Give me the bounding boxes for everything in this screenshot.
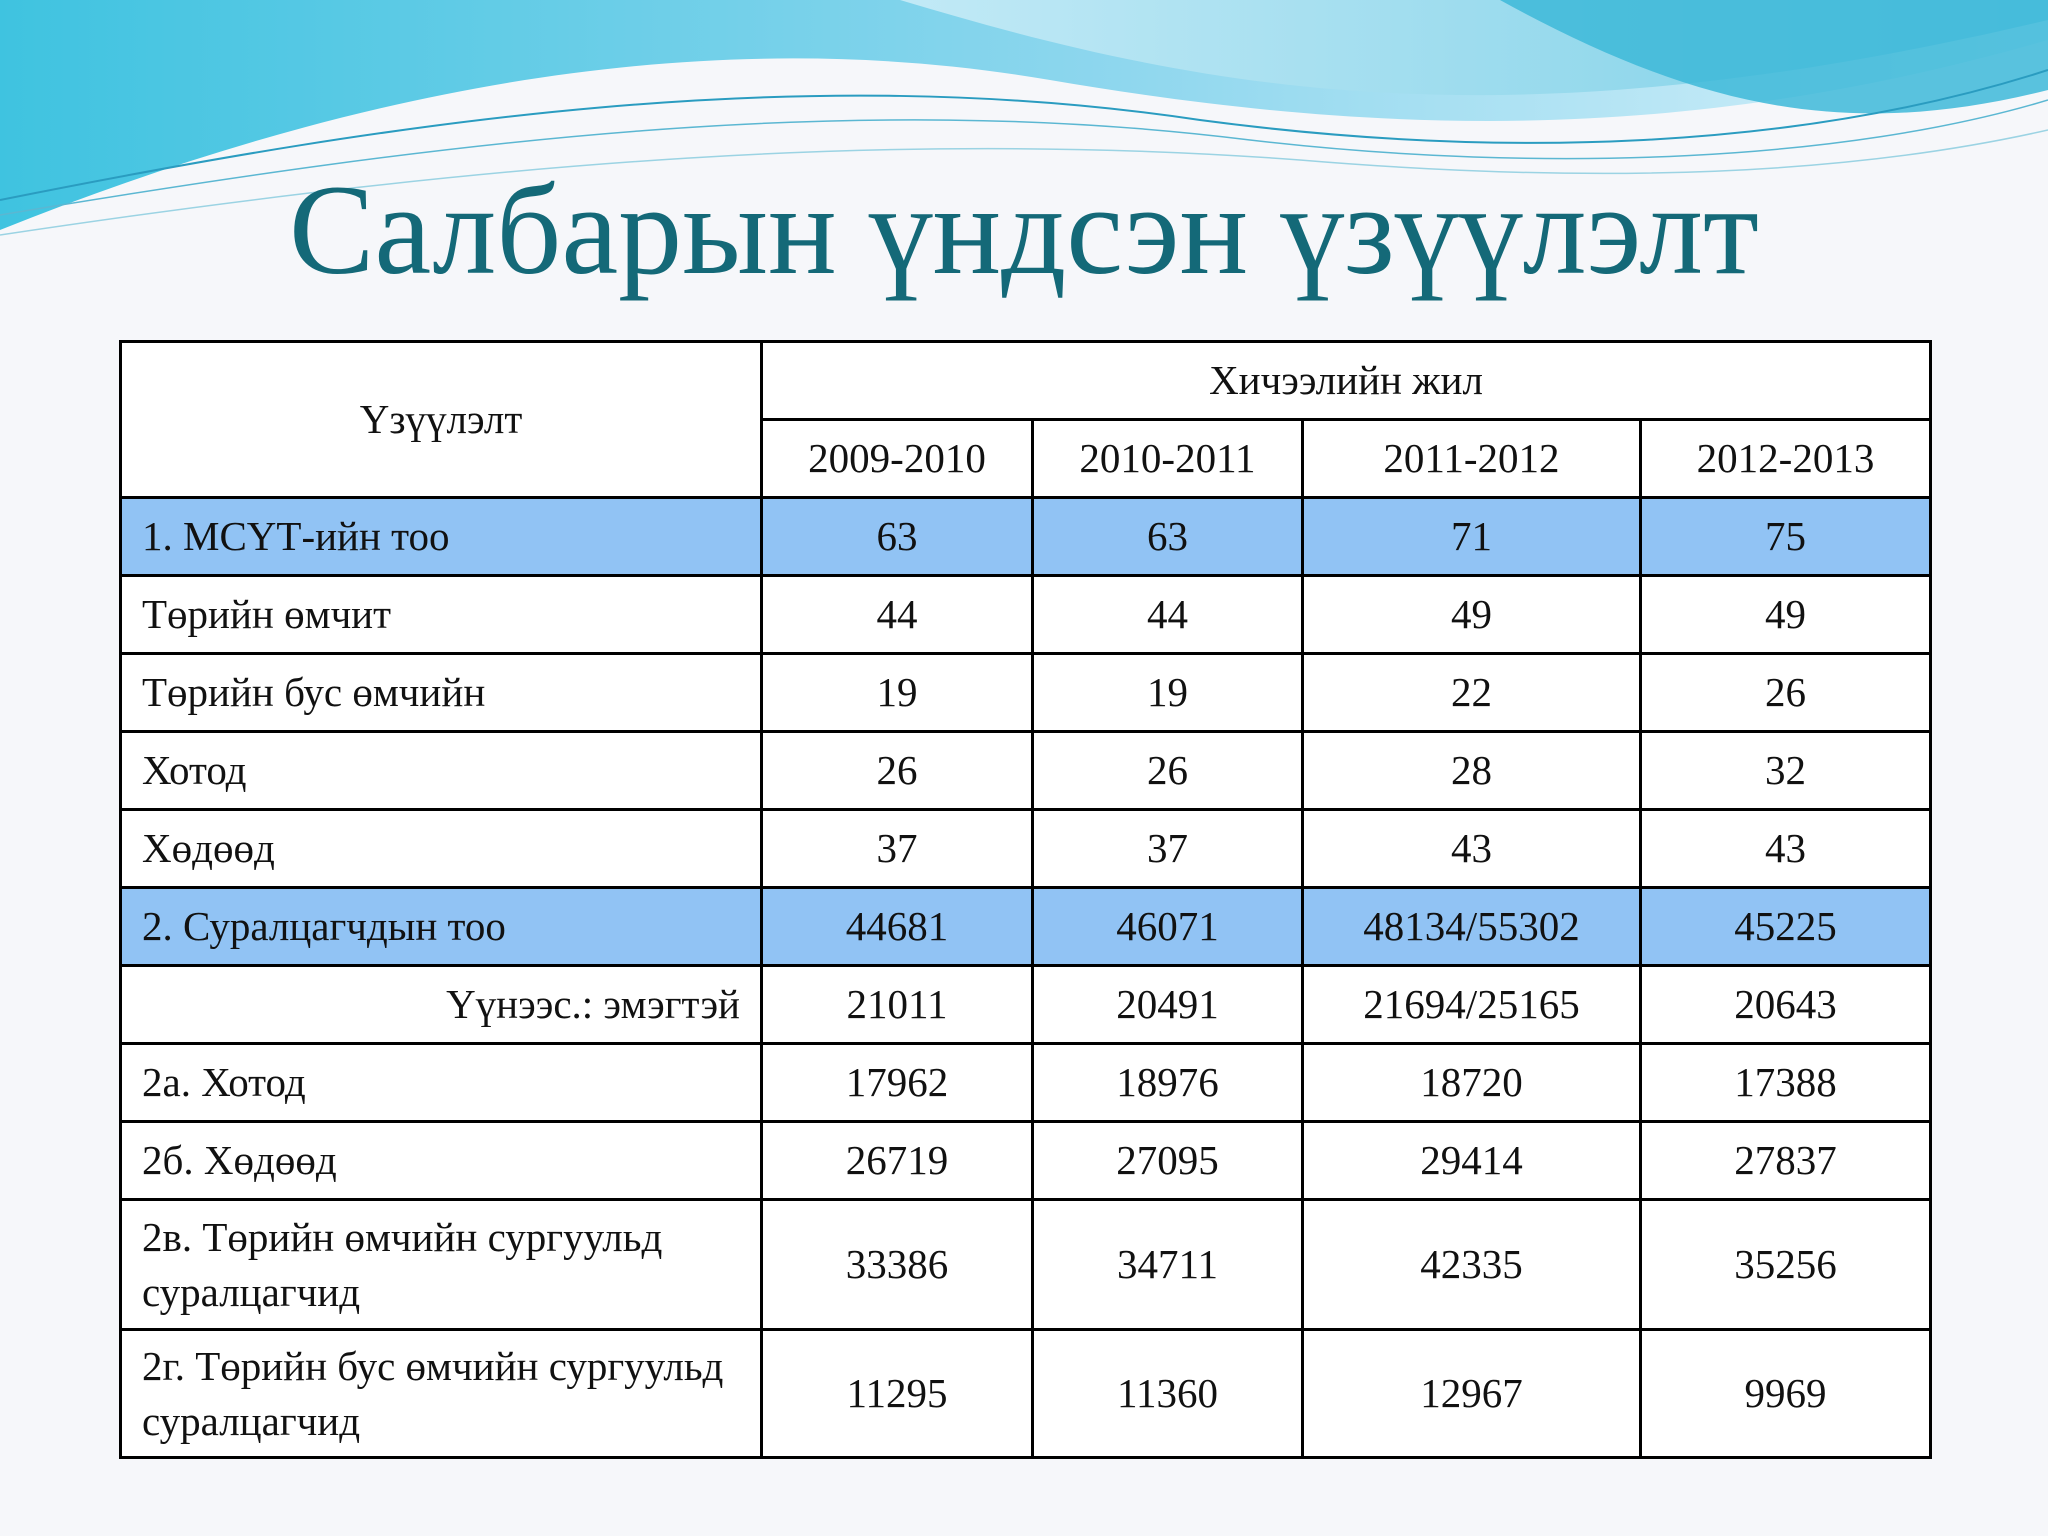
year-header: 2011-2012 [1303, 420, 1641, 498]
table-cell: 20491 [1033, 966, 1303, 1044]
row-label: 2б. Хөдөөд [121, 1122, 762, 1200]
table-row [121, 966, 1931, 1044]
table-cell: 21694/25165 [1303, 966, 1641, 1044]
table-cell: 29414 [1303, 1122, 1641, 1200]
table-cell: 19 [1033, 654, 1303, 732]
table-row [121, 810, 1931, 888]
table-row [121, 498, 1931, 576]
indicators-table [119, 340, 1932, 1459]
row-label: 2. Суралцагчдын тоо [121, 888, 762, 966]
year-header: 2009-2010 [762, 420, 1033, 498]
table-cell: 20643 [1641, 966, 1931, 1044]
row-label: 2г. Төрийн бус өмчийн сургуульд суралцагчид [121, 1330, 762, 1458]
table-cell: 26 [1641, 654, 1931, 732]
table-cell: 11295 [762, 1330, 1033, 1458]
table-cell: 37 [762, 810, 1033, 888]
table-cell: 19 [762, 654, 1033, 732]
table-row [121, 1122, 1931, 1200]
table-cell: 49 [1641, 576, 1931, 654]
table-cell: 44681 [762, 888, 1033, 966]
table-row [121, 732, 1931, 810]
table-cell: 75 [1641, 498, 1931, 576]
table-cell: 43 [1303, 810, 1641, 888]
table-row [121, 654, 1931, 732]
row-label: Төрийн өмчит [121, 576, 762, 654]
row-label: Хөдөөд [121, 810, 762, 888]
table-row [121, 576, 1931, 654]
table-cell: 71 [1303, 498, 1641, 576]
academic-year-header: Хичээлийн жил [762, 342, 1931, 420]
table-cell: 17962 [762, 1044, 1033, 1122]
table-cell: 12967 [1303, 1330, 1641, 1458]
table-cell: 18720 [1303, 1044, 1641, 1122]
table-cell: 34711 [1033, 1200, 1303, 1330]
table-cell: 27095 [1033, 1122, 1303, 1200]
table-cell: 44 [762, 576, 1033, 654]
row-label: Төрийн бус өмчийн [121, 654, 762, 732]
table-cell: 27837 [1641, 1122, 1931, 1200]
row-label: Үүнээс.: эмэгтэй [121, 966, 762, 1044]
table-header-row [121, 342, 1931, 420]
table-cell: 26719 [762, 1122, 1033, 1200]
year-header: 2010-2011 [1033, 420, 1303, 498]
table-row [121, 888, 1931, 966]
table-cell: 37 [1033, 810, 1303, 888]
row-label: Хотод [121, 732, 762, 810]
table-cell: 26 [762, 732, 1033, 810]
table-row [121, 1200, 1931, 1330]
table-cell: 46071 [1033, 888, 1303, 966]
table-cell: 17388 [1641, 1044, 1931, 1122]
table-cell: 32 [1641, 732, 1931, 810]
table-cell: 63 [1033, 498, 1303, 576]
table-cell: 45225 [1641, 888, 1931, 966]
indicator-header: Үзүүлэлт [121, 342, 762, 498]
table-cell: 26 [1033, 732, 1303, 810]
table-cell: 48134/55302 [1303, 888, 1641, 966]
page-title: Салбарын үндсэн үзүүлэлт [289, 159, 1759, 301]
table-row [121, 1044, 1931, 1122]
year-header: 2012-2013 [1641, 420, 1931, 498]
table-cell: 35256 [1641, 1200, 1931, 1330]
table-cell: 11360 [1033, 1330, 1303, 1458]
row-label: 1. МСҮТ-ийн тоо [121, 498, 762, 576]
table-row [121, 1330, 1931, 1458]
row-label: 2а. Хотод [121, 1044, 762, 1122]
table-cell: 43 [1641, 810, 1931, 888]
table-cell: 21011 [762, 966, 1033, 1044]
table-cell: 49 [1303, 576, 1641, 654]
table-cell: 42335 [1303, 1200, 1641, 1330]
table-cell: 28 [1303, 732, 1641, 810]
table-cell: 44 [1033, 576, 1303, 654]
table-cell: 9969 [1641, 1330, 1931, 1458]
table-cell: 63 [762, 498, 1033, 576]
row-label: 2в. Төрийн өмчийн сургуульд суралцагчид [121, 1200, 762, 1330]
table-cell: 22 [1303, 654, 1641, 732]
table-cell: 18976 [1033, 1044, 1303, 1122]
table-cell: 33386 [762, 1200, 1033, 1330]
